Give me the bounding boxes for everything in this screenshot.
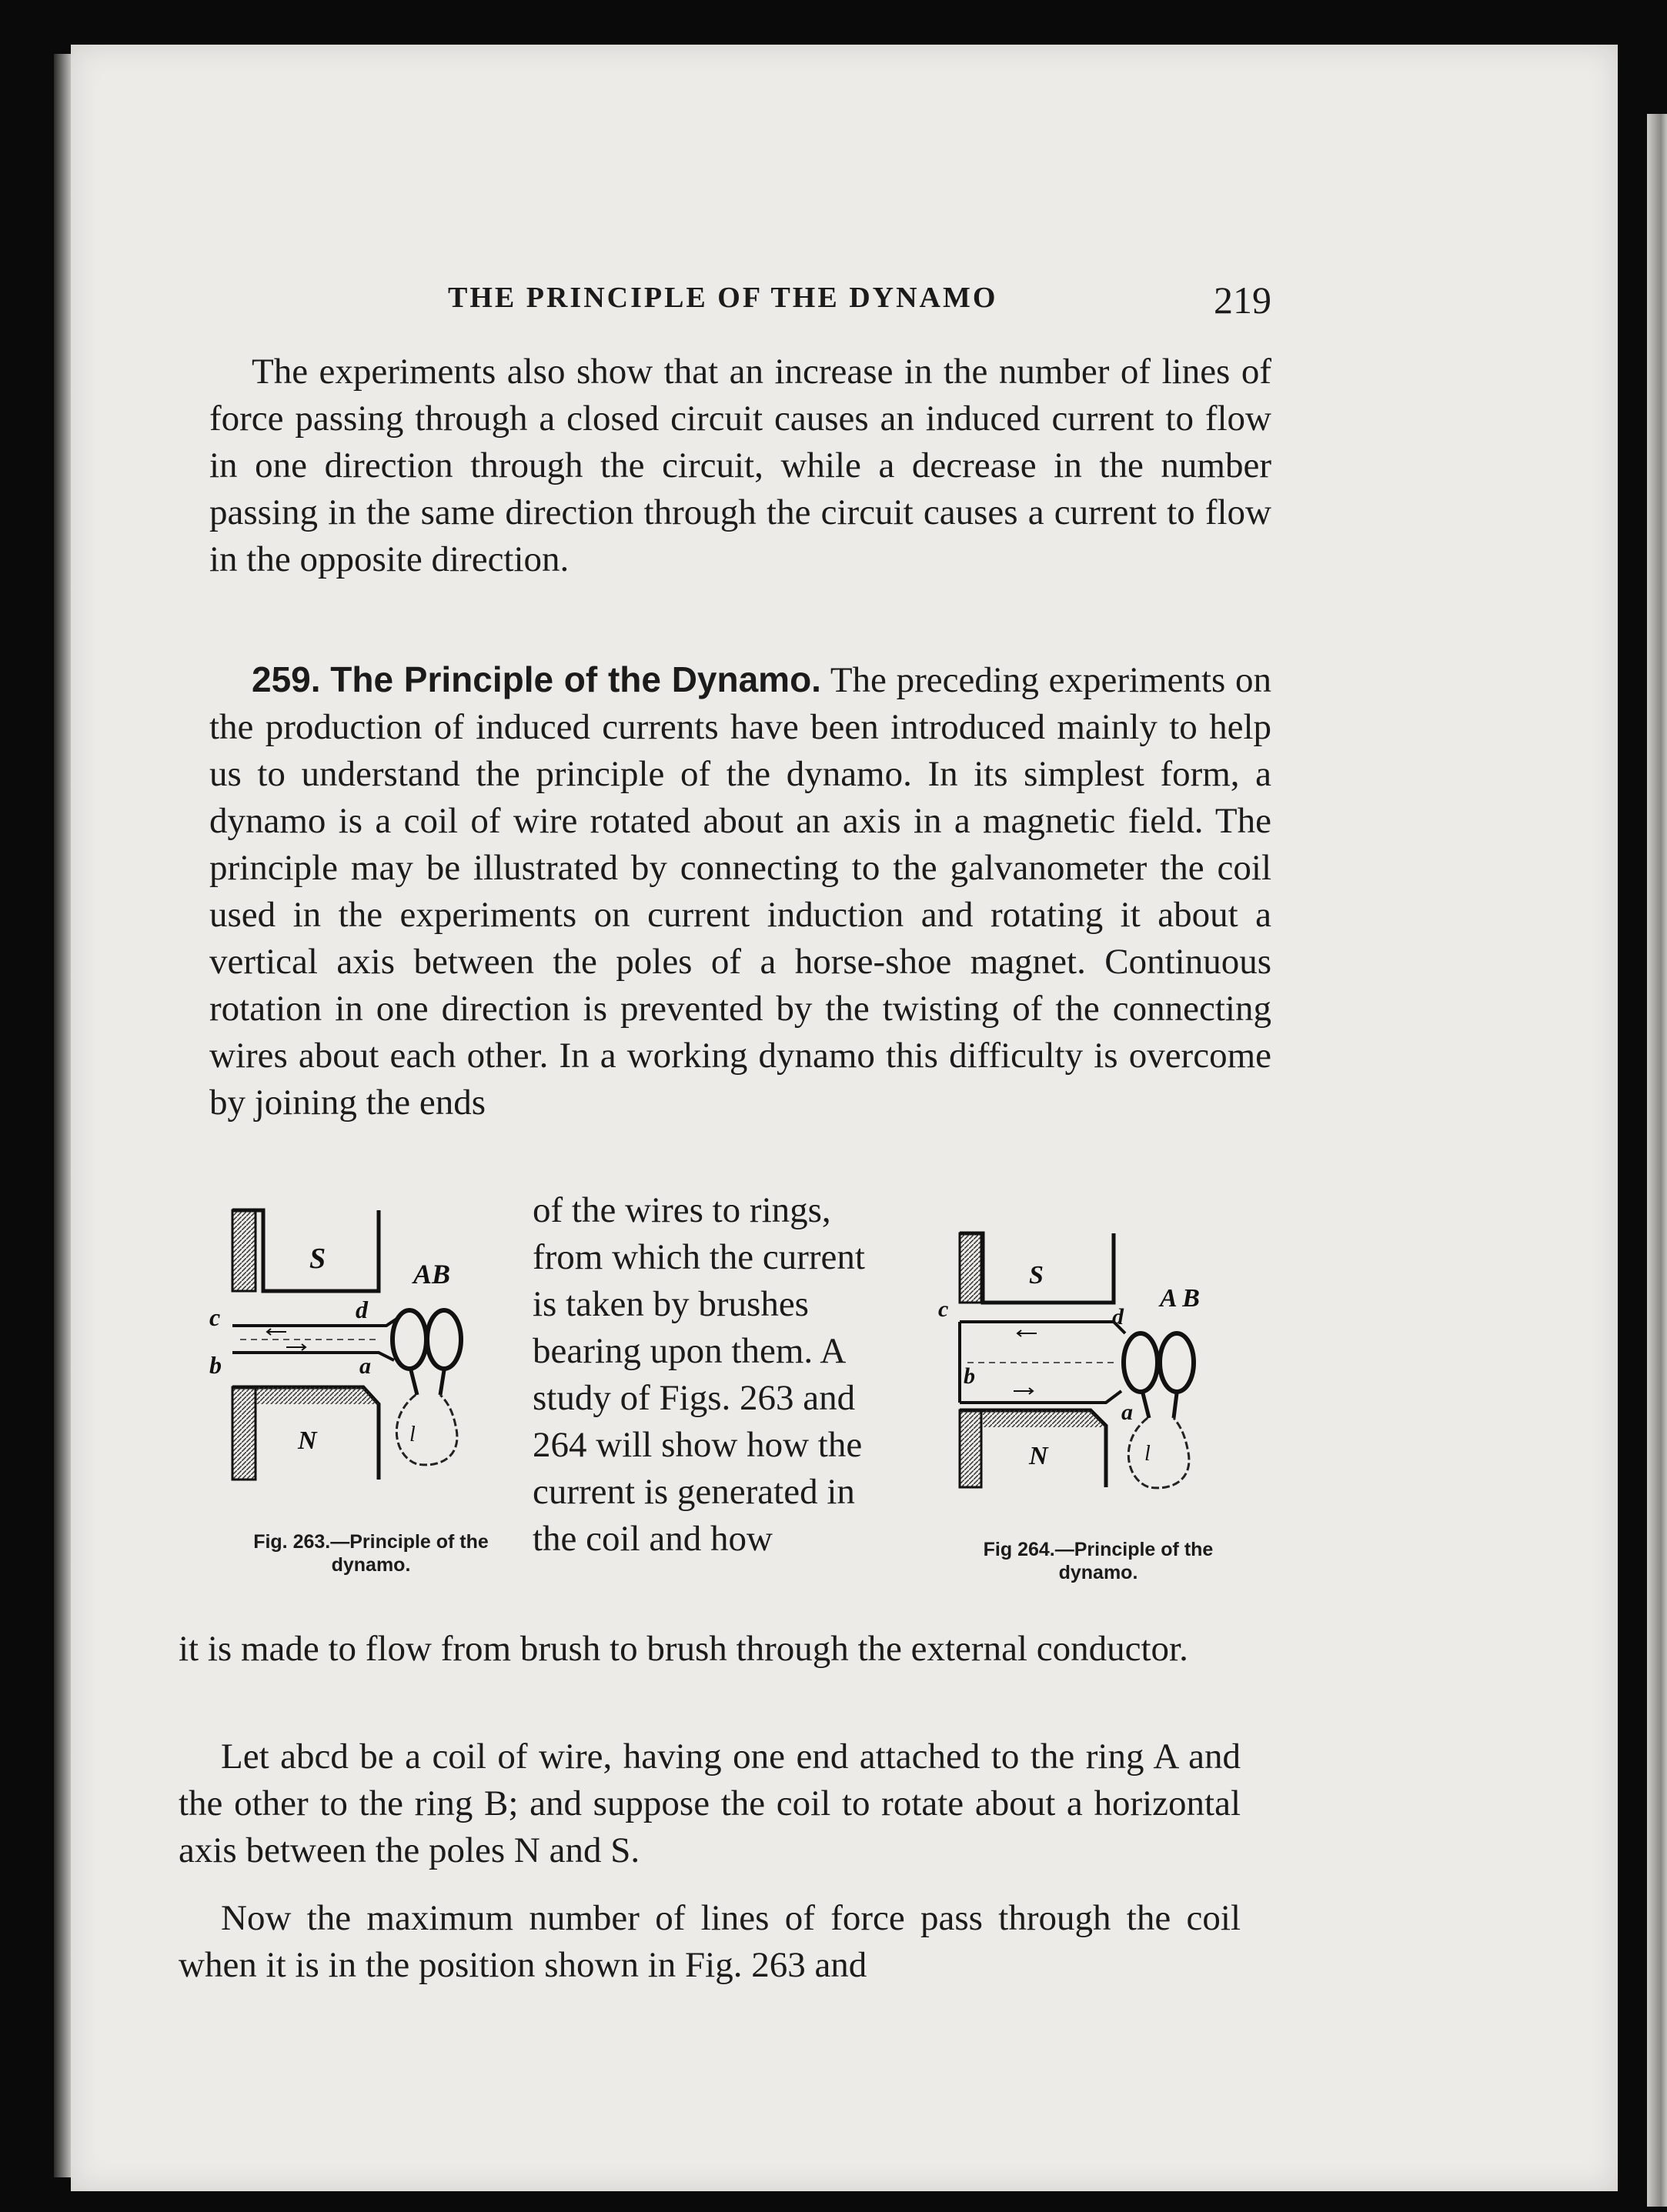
- label-l: l: [409, 1423, 416, 1446]
- page-header: [179, 272, 1271, 325]
- figure-263: [209, 1203, 533, 1576]
- paragraph-coil-abcd: Let abcd be a coil of wire, having one end attached to the ring A and the other to the ring B; and suppose the coil to rotate about a horizontal axis between the poles N and S.: [179, 1737, 1241, 1870]
- figure-row: [209, 1187, 1271, 1626]
- dynamo-diagram-264: [937, 1226, 1260, 1533]
- ring-a: [393, 1310, 426, 1369]
- page-left-edge: [54, 54, 71, 2177]
- ring-a: [1124, 1333, 1158, 1392]
- running-head: THE PRINCIPLE OF THE DYNAMO: [448, 282, 998, 314]
- caption-line-1: Fig 264.—Principle of the: [983, 1539, 1214, 1560]
- caption-line-2: dynamo.: [1058, 1562, 1138, 1583]
- paragraph-principle-of-dynamo: [209, 656, 1271, 1126]
- label-rings: A B: [1160, 1284, 1200, 1313]
- label-b: b: [209, 1351, 222, 1379]
- paragraph-induced-current-direction: The experiments also show that an increase in the number of lines of force passing through a closed circuit causes an induced current to flow in one direction through the circuit, while a decrease in the number passing in the same direction through the circuit causes a current to flow in the opposite direction.: [209, 352, 1271, 579]
- pole-n-label: N: [1029, 1442, 1048, 1470]
- caption-line-2: dynamo.: [331, 1554, 411, 1576]
- figure-264: [937, 1226, 1260, 1584]
- label-rings: AB: [413, 1259, 451, 1289]
- figure-264-caption: [937, 1538, 1260, 1584]
- label-b: b: [964, 1363, 975, 1389]
- pole-s-label: S: [309, 1243, 326, 1275]
- label-c: c: [938, 1296, 949, 1322]
- pole-n-label: N: [298, 1426, 317, 1455]
- caption-line-1: Fig. 263.—Principle of the: [253, 1531, 489, 1553]
- dynamo-diagram-263: [209, 1203, 533, 1526]
- external-circuit: [396, 1395, 457, 1465]
- section-number: 259.: [252, 659, 321, 699]
- wrapped-text-column: of the wires to rings, from which the current is taken by brushes bearing upon them. A study of Figs. 263 and 264 will show how the current is generated in the coil and how: [533, 1190, 865, 1559]
- label-l: l: [1144, 1442, 1151, 1466]
- book-page: [71, 45, 1618, 2191]
- section-body: The preceding experiments on the production of induced currents have been introduced mainly to help us to understand the principle of the dynamo. In its simplest form, a dynamo is a coil of wire rotated about an axis in a magnetic field. The principle may be illustrated by connecting to the galvanometer the coil used in the experiments on current induction and rotating it about a vertical axis between the poles of a horse-shoe magnet. Continuous rotation in one direction is prevented by the twisting of the connecting wires about each other. In a working dynamo this difficulty is overcome by joining the ends: [209, 660, 1272, 1123]
- label-a: a: [359, 1353, 371, 1379]
- page-number: 219: [1214, 279, 1271, 322]
- label-d: d: [1112, 1304, 1124, 1330]
- paragraph-maximum-lines: Now the maximum number of lines of force pass through the coil when it is in the position shown in Fig. 263 and: [179, 1898, 1241, 1985]
- label-d: d: [356, 1296, 368, 1323]
- label-a: a: [1121, 1400, 1133, 1425]
- pole-s-label: S: [1029, 1261, 1044, 1289]
- paragraph-external-conductor: it is made to flow from brush to brush through the external conductor.: [179, 1629, 1188, 1669]
- ring-b: [427, 1310, 461, 1369]
- section-title: The Principle of the Dynamo.: [330, 659, 821, 699]
- ring-b: [1160, 1333, 1194, 1392]
- label-c: c: [209, 1303, 221, 1331]
- external-circuit: [1128, 1418, 1189, 1488]
- page-right-edge: [1647, 114, 1667, 2207]
- figure-263-caption: [209, 1530, 533, 1576]
